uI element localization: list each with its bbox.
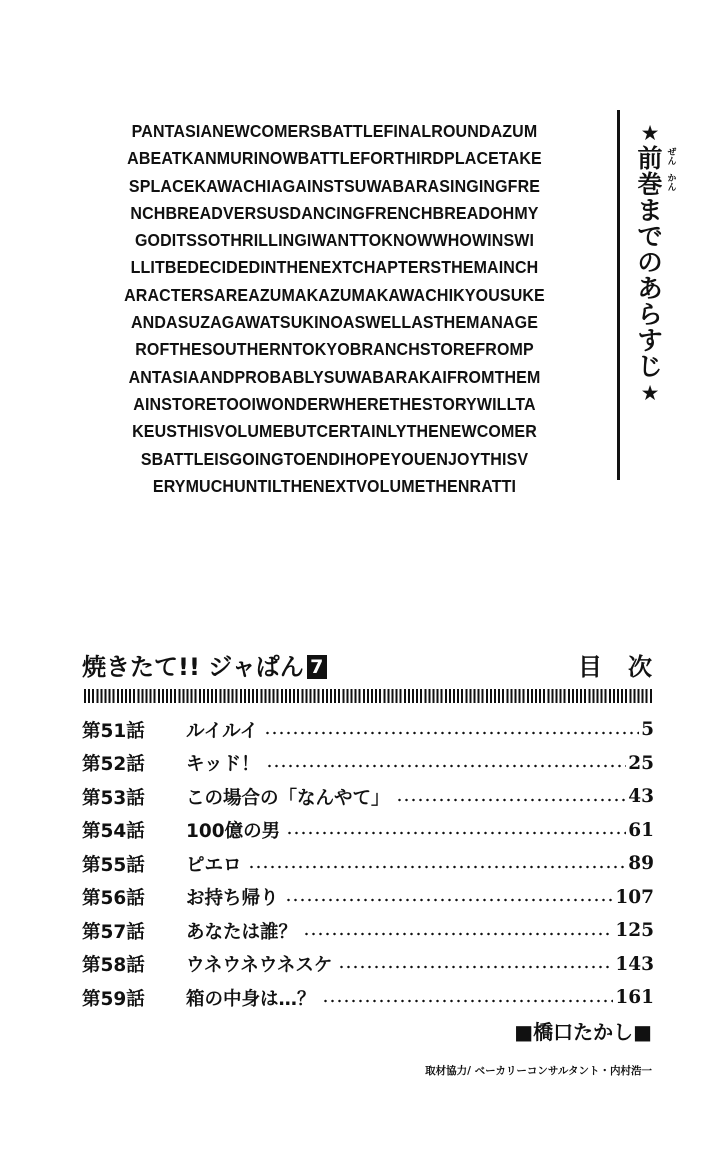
toc-page: 5 — [641, 719, 654, 741]
toc-leader-dots — [266, 764, 627, 768]
volume-badge: 7 — [307, 655, 327, 679]
heading-char-3: ま — [637, 196, 663, 225]
synopsis-line-3: SPLACEKAWACHIAGAINSTSUWABARASINGINGFRE — [128, 175, 541, 196]
synopsis-line-13: SBATTLEISGOINGTOENDIHOPEYOUENJOYTHISV — [140, 448, 529, 469]
toc-leader-dots — [264, 731, 639, 735]
toc-chapter: 第55話 — [82, 854, 145, 876]
series-title-text: 焼きたて!! ジャぱん — [82, 653, 304, 681]
synopsis-line-14: ERYMUCHUNTILTHENEXTVOLUMETHENRATTI — [152, 475, 517, 496]
toc-title: ピエロ — [186, 854, 242, 876]
toc-chapter: 第56話 — [82, 888, 145, 910]
toc-page: 43 — [628, 786, 654, 808]
synopsis-line-9: ROFTHESOUTHERNTOKYOBRANCHSTOREFROMP — [135, 339, 534, 360]
heading-char-8: す — [637, 326, 663, 355]
toc-entry[interactable] — [82, 814, 654, 848]
toc-leader-dots — [303, 932, 613, 936]
synopsis-divider — [617, 110, 620, 480]
synopsis-line-8: ANDASUZAGAWATSUKINOASWELLASTHEMANAGE — [131, 312, 538, 333]
toc-title: ルイルイ — [186, 720, 259, 742]
toc-entry[interactable] — [82, 847, 654, 881]
toc-title: 100億の男 — [186, 821, 281, 843]
synopsis-heading — [628, 120, 676, 406]
ruby-kan: かん — [665, 173, 676, 191]
synopsis-text — [62, 118, 607, 500]
heading-char-kan: 巻 — [637, 170, 663, 199]
heading-char-zen: 前 — [637, 144, 663, 173]
ruby-zen: ぜん — [665, 147, 676, 165]
heading-char-zen-wrap — [637, 144, 676, 173]
toc-page: 25 — [628, 752, 654, 774]
toc-header — [82, 652, 678, 688]
author-name: ■橋口たかし■ — [514, 1020, 652, 1044]
toc-chapter: 第59話 — [82, 988, 145, 1010]
toc-entry[interactable] — [82, 780, 654, 814]
toc-entry[interactable] — [82, 981, 654, 1015]
toc-entry[interactable] — [82, 747, 654, 781]
star-icon: ★ — [640, 381, 660, 405]
synopsis-line-11: AINSTORETOOIWONDERWHERETHESTORYWILLTA — [133, 393, 536, 414]
synopsis-line-7: ARACTERSAREAZUMAKAZUMAKAWACHIKYOUSUKE — [124, 284, 545, 305]
toc-chapter: 第51話 — [82, 720, 145, 742]
toc-title: 箱の中身は…？ — [186, 988, 316, 1010]
toc-chapter: 第58話 — [82, 955, 145, 977]
toc-title: お持ち帰り — [186, 888, 279, 910]
toc-ruler — [84, 689, 652, 703]
toc-entry[interactable] — [82, 713, 654, 747]
synopsis-line-4: NCHBREADVERSUSDANCINGFRENCHBREADOHMY — [130, 202, 539, 223]
toc-leader-dots — [396, 798, 627, 802]
toc-page: 61 — [628, 819, 654, 841]
toc-leader-dots — [338, 965, 613, 969]
synopsis-line-2: ABEATKANMURINOWBATTLEFORTHIRDPLACETAKE — [127, 148, 542, 169]
synopsis-line-1: PANTASIANEWCOMERSBATTLEFINALROUNDAZUM — [131, 121, 538, 141]
toc-label: 目次 — [578, 653, 678, 681]
toc-chapter: 第57話 — [82, 921, 145, 943]
toc-page: 143 — [615, 953, 654, 975]
heading-char-5: の — [637, 248, 663, 277]
toc-list — [82, 713, 654, 1015]
toc-leader-dots — [248, 865, 627, 869]
toc-leader-dots — [285, 898, 614, 902]
toc-title: この場合の「なんやて」 — [186, 787, 390, 809]
toc-leader-dots — [286, 831, 626, 835]
heading-char-7: ら — [637, 300, 663, 329]
heading-char-9: じ — [637, 352, 663, 381]
research-credit: 取材協力/ ベーカリーコンサルタント・内村浩一 — [425, 1065, 652, 1077]
synopsis-line-5: GODITSSOTHRILLINGIWANTTOKNOWWHOWINSWI — [134, 230, 535, 251]
toc-chapter: 第54話 — [82, 821, 145, 843]
toc-page: 107 — [615, 886, 654, 908]
toc-leader-dots — [322, 999, 614, 1003]
toc-page: 125 — [615, 920, 654, 942]
toc-chapter: 第53話 — [82, 787, 145, 809]
toc-page: 161 — [615, 987, 654, 1009]
toc-entry[interactable] — [82, 914, 654, 948]
series-title — [82, 652, 327, 682]
heading-char-6: あ — [637, 274, 663, 303]
toc-page: 89 — [628, 853, 654, 875]
synopsis-line-6: LLITBEDECIDEDINTHENEXTCHAPTERSTHEMAINCH — [130, 257, 539, 278]
toc-title: あなたは誰？ — [186, 921, 298, 943]
synopsis-line-10: ANTASIAANDPROBABLYSUWABARAKAIFROMTHEM — [128, 366, 541, 387]
toc-chapter: 第52話 — [82, 754, 145, 776]
star-icon: ★ — [640, 121, 660, 145]
toc-title: キッド！ — [186, 754, 260, 776]
synopsis-line-12: KEUSTHISVOLUMEBUTCERTAINLYTHENEWCOMER — [132, 421, 537, 442]
toc-entry[interactable] — [82, 948, 654, 982]
heading-char-kan-wrap — [637, 170, 676, 199]
heading-char-4: で — [637, 222, 663, 251]
toc-entry[interactable] — [82, 881, 654, 915]
toc-title: ウネウネウネスケ — [186, 955, 333, 977]
